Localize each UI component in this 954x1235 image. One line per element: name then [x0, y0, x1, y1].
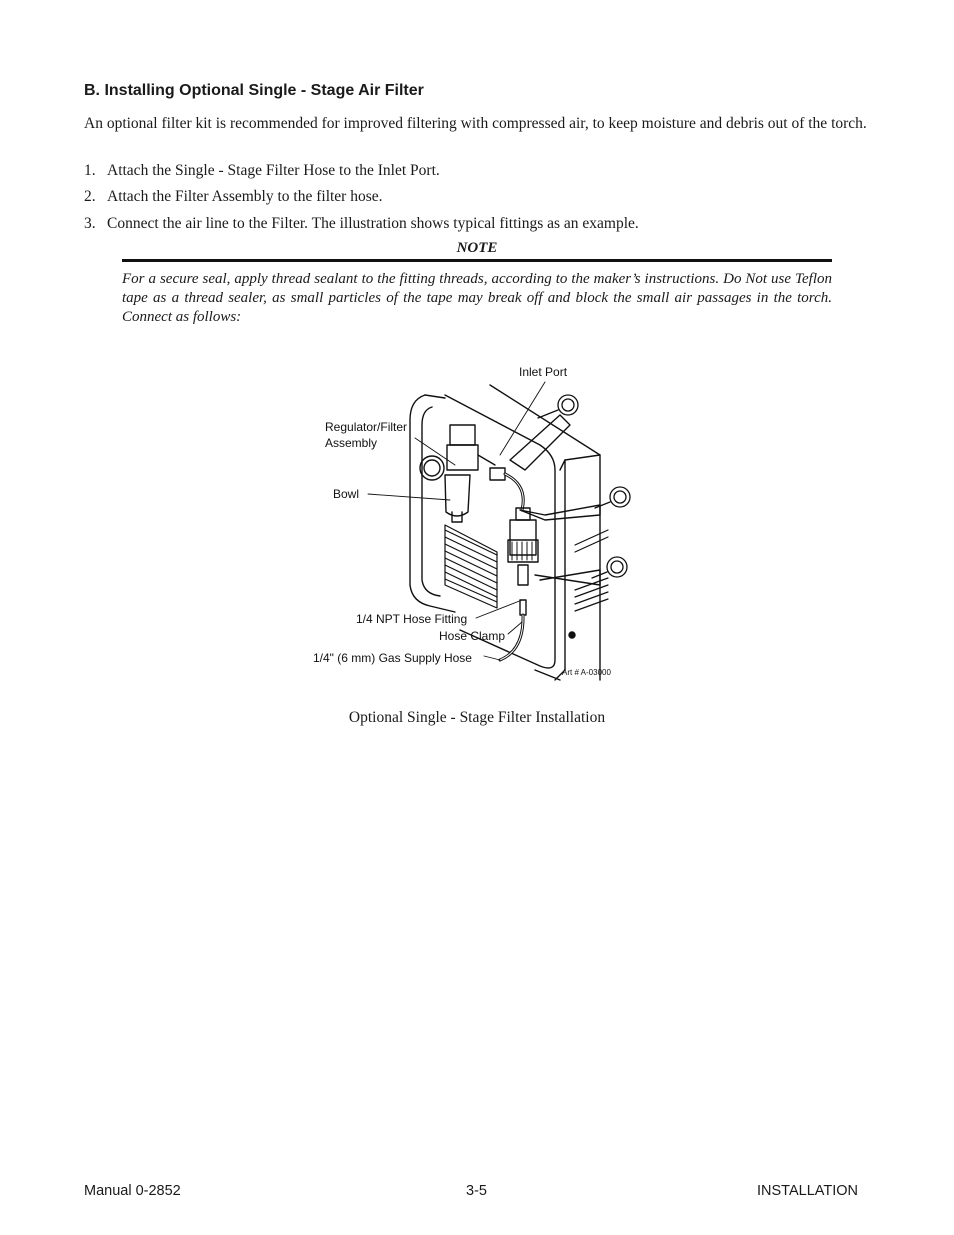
gas-supply-hose-label: 1/4" (6 mm) Gas Supply Hose: [313, 651, 472, 665]
step-3: [84, 214, 639, 233]
hose-clamp-label: Hose Clamp: [439, 629, 506, 643]
art-number-label: Art # A-03000: [562, 668, 611, 677]
step-text: Attach the Filter Assembly to the filter hose.: [107, 188, 383, 205]
regulator-label-line2: Assembly: [325, 436, 378, 450]
note-title: NOTE: [456, 240, 498, 256]
bowl-label: Bowl: [333, 487, 360, 501]
step-2: [84, 187, 383, 206]
npt-fitting-label: 1/4 NPT Hose Fitting: [356, 612, 468, 626]
step-1: [84, 161, 440, 180]
step-text: Connect the air line to the Filter. The illustration shows typical fittings as an example.: [107, 215, 639, 232]
figure-caption: Optional Single - Stage Filter Installation: [348, 709, 606, 726]
note-text: For a secure seal, apply thread sealant to the fitting threads, according to the maker’s instructions. Do Not use Teflon tape as a thread sealer, as small particles of the tape may break off and block the small air passages in the torch. Connect as follows:: [122, 271, 832, 325]
footer-page-number: 3-5: [466, 1183, 487, 1199]
intro-paragraph: An optional filter kit is recommended for improved filtering with compressed air, to keep moisture and debris out of the torch.: [84, 115, 867, 132]
step-number: 2.: [84, 188, 96, 205]
step-text: Attach the Single - Stage Filter Hose to the Inlet Port.: [107, 162, 440, 179]
regulator-label-line1: Regulator/Filter: [325, 420, 408, 434]
step-number: 3.: [84, 215, 96, 232]
note-divider: [122, 259, 832, 262]
inlet-port-label: Inlet Port: [519, 365, 568, 379]
footer-section-name: INSTALLATION: [757, 1183, 858, 1199]
section-heading: B. Installing Optional Single - Stage Air Filter: [84, 82, 424, 99]
step-number: 1.: [84, 162, 96, 179]
footer-manual-number: Manual 0-2852: [84, 1183, 181, 1199]
